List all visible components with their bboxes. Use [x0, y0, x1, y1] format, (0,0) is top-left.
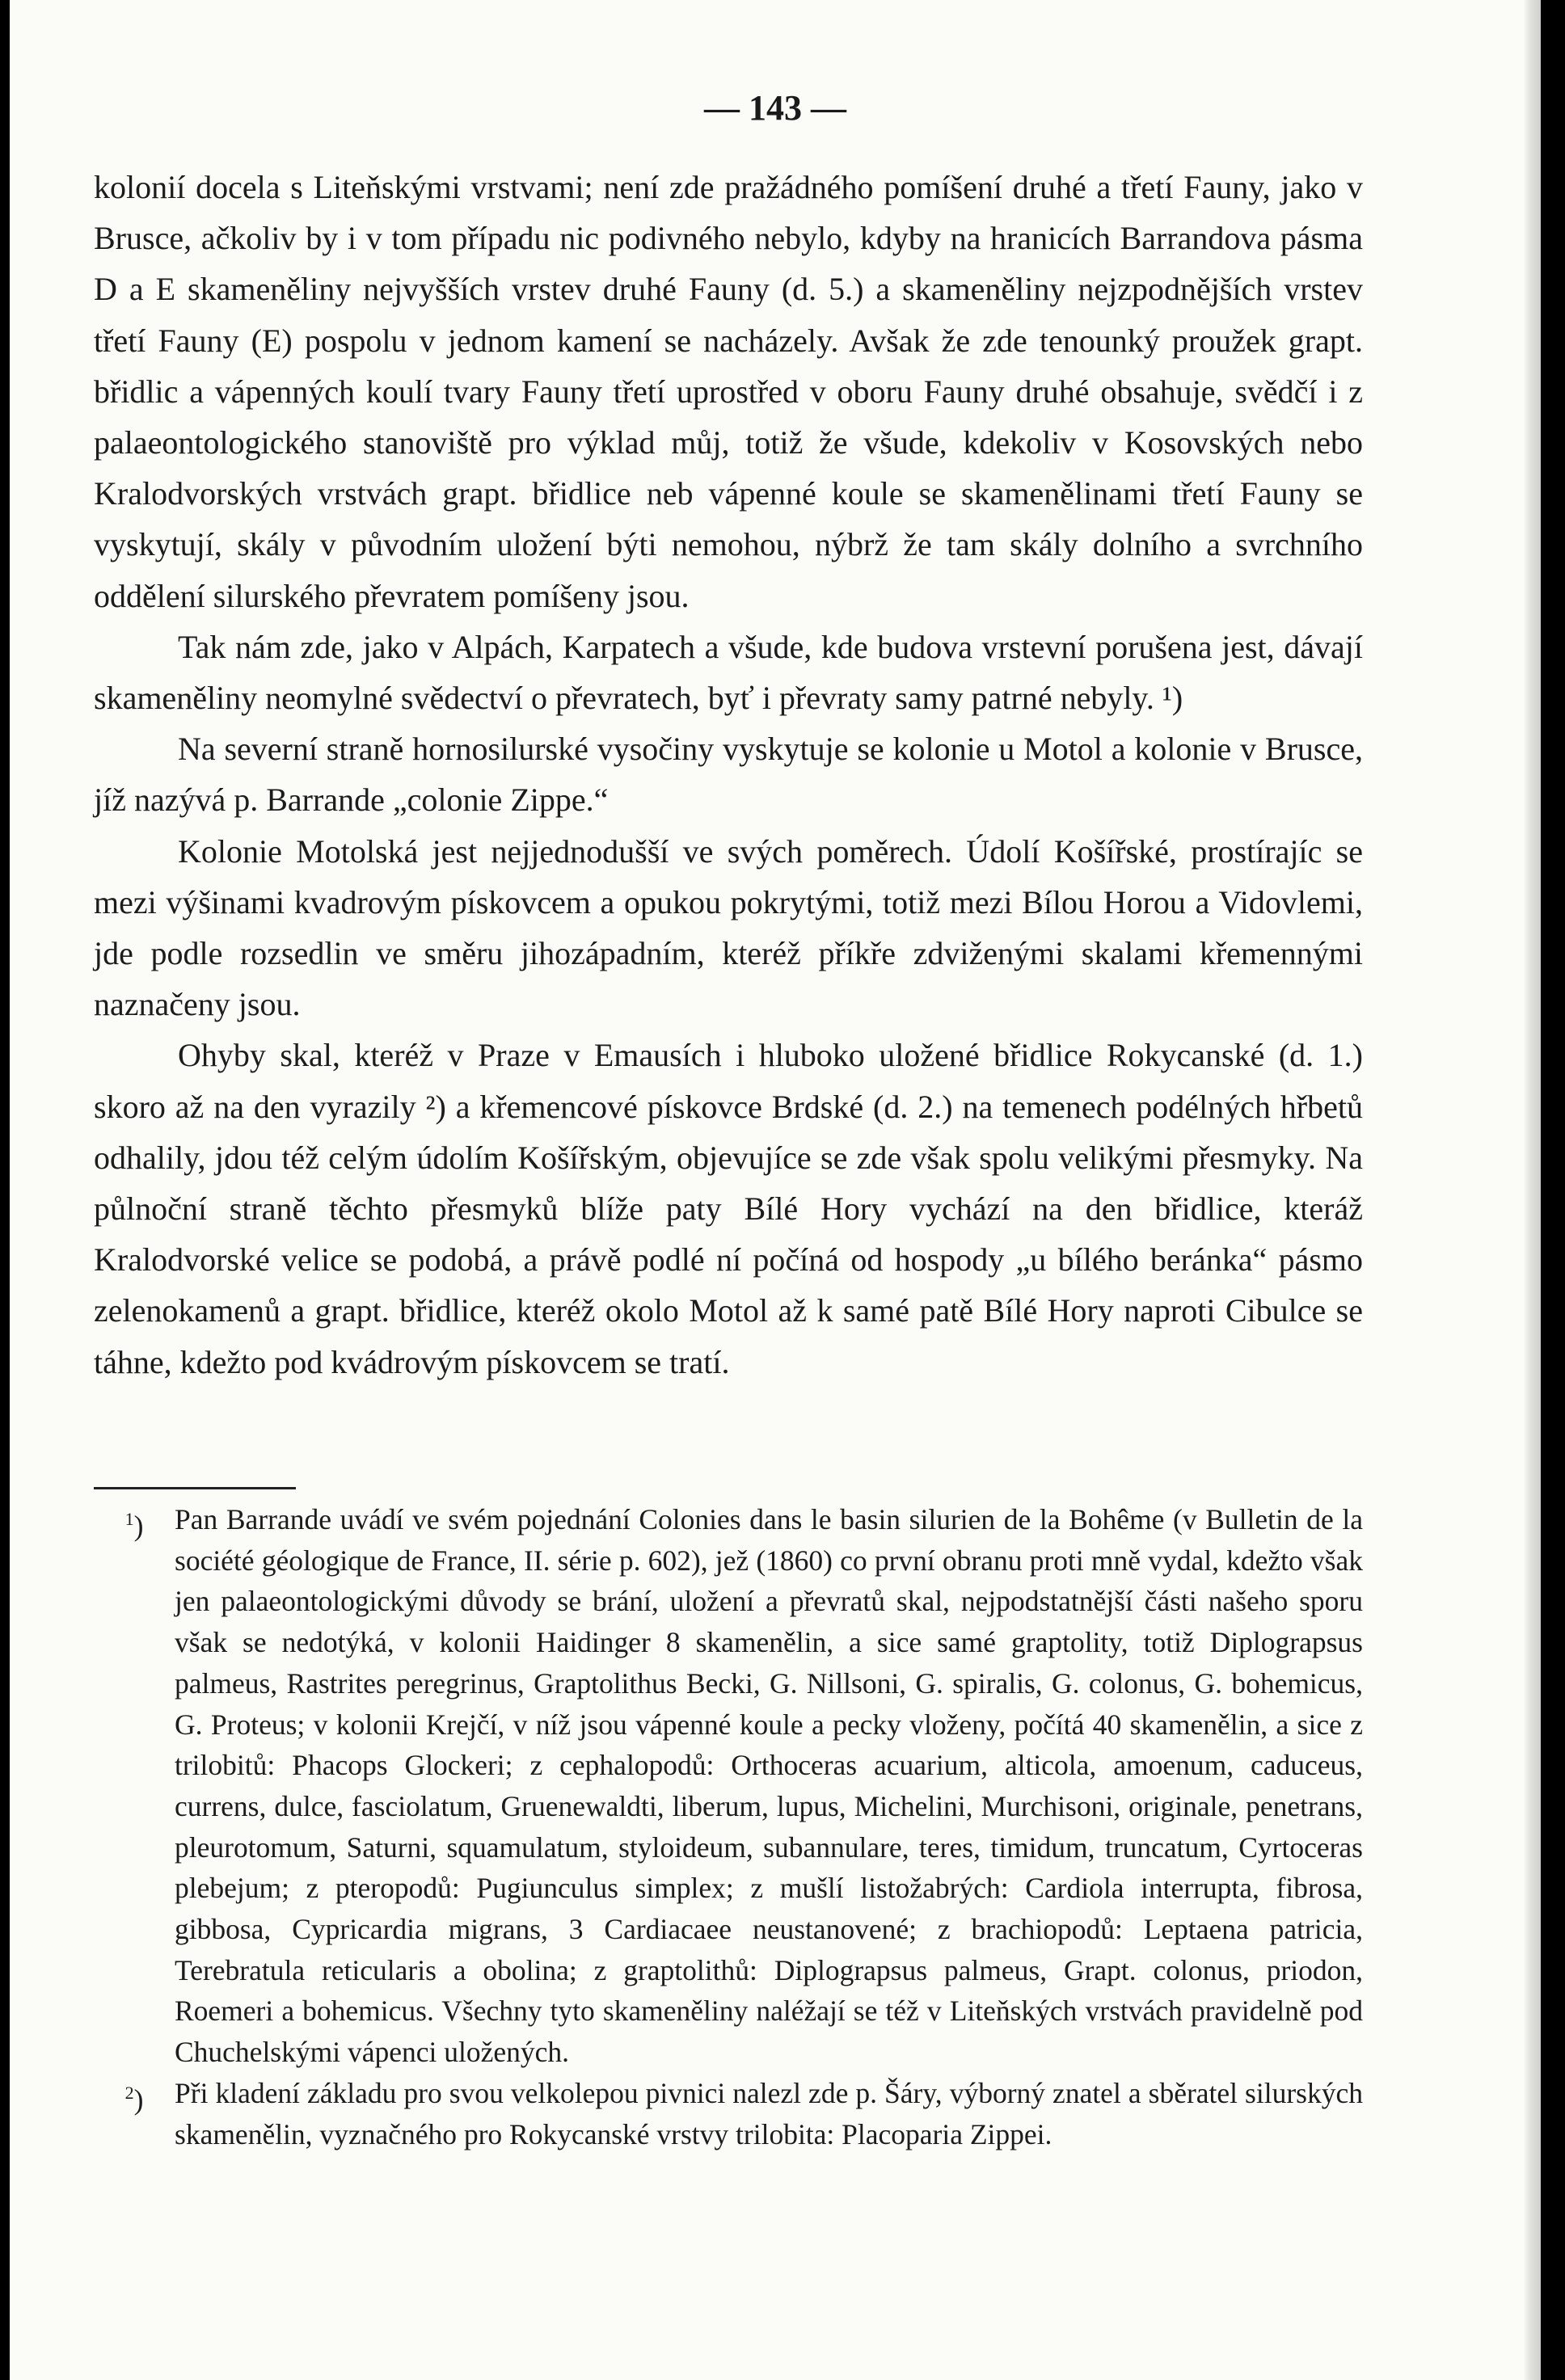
paragraph: Ohyby skal, kteréž v Praze v Emausích i hluboko uložené břidlice Rokycanské (d. 1.) skoro až na den vyrazily ²) a křemencové pískovce Brdské (d. 2.) na temenech podélných hřbetů odhalily, jdou též celým údolím Košířským, objevujíce se zde však spolu velikými přesmyky. Na půlnoční straně těchto přesmyků blíže paty Bílé Hory vychází na den břidlice, kteráž Kralodvorské velice se podobá, a právě podlé ní počíná od hospody „u bílého beránka“ pásmo zelenokamenů a grapt. břidlice, kteréž okolo Motol až k samé patě Bílé Hory naproti Cibulce se táhne, kdežto pod kvádrovým pískovcem se tratí. — [94, 1037, 1363, 1380]
footnote — [94, 2073, 1363, 2155]
footnote-divider — [94, 1487, 296, 1489]
paragraph: Na severní straně hornosilurské vysočiny vyskytuje se kolonie u Motol a kolonie v Brusce, jíž nazývá p. Barrande „colonie Zippe.“ — [94, 731, 1363, 819]
footnote-text: Pan Barrande uvádí ve svém pojednání Colonies dans le basin silurien de la Bohême (v Bulletin de la société géologique de France, II. série p. 602), jež (1860) co první obranu proti mně vydal, kdežto však jen palaeontologickými důvody se brání, uložení a převratů skal, nejpodstatnější části našeho sporu však se nedotýká, v kolonii Haidinger 8 skamenělin, a sice samé graptolity, totiž Diplograpsus palmeus, Rastrites peregrinus, Graptolithus Becki, G. Nillsoni, G. spiralis, G. colonus, G. bohemicus, G. Proteus; v kolonii Krejčí, v níž jsou vápenné koule a pecky vloženy, počítá 40 skamenělin, a sice z trilobitů: Phacops Glockeri; z cephalopodů: Orthoceras acuarium, alticola, amoenum, caduceus, currens, dulce, fasciolatum, Gruenewaldti, liberum, lupus, Michelini, Murchisoni, originale, penetrans, pleurotomum, Saturni, squamulatum, styloideum, subannulare, teres, timidum, truncatum, Cyrtoceras plebejum; z pteropodů: Pugiunculus simplex; z mušlí listožabrých: Cardiola interrupta, fibrosa, gibbosa, Cypricardia migrans, 3 Cardiacaee neustanovené; z brachiopodů: Leptaena patricia, Terebratula reticularis a obolina; z graptolithů: Diplograpsus palmeus, Grapt. colonus, priodon, Roemeri a bohemicus. Všechny tyto skameněliny naléžají se též v Liteňských vrstvách pravidelně pod Chuchelskými vápenci uložených. — [175, 1503, 1363, 2069]
footnote-text: Při kladení základu pro svou velkolepou pivnici nalezl zde p. Šáry, výborný znatel a sběratel silurských skamenělin, vyznačného pro Rokycanské vrstvy trilobita: Placoparia Zippei. — [175, 2076, 1363, 2150]
paragraph: Tak nám zde, jako v Alpách, Karpatech a všude, kde budova vrstevní porušena jest, dávají skameněliny neomylné svědectví o převratech, byť i převraty samy patrné nebyly. ¹) — [94, 628, 1363, 717]
body-text — [94, 162, 1363, 1388]
paragraph: Kolonie Motolská jest nejjednodušší ve svých poměrech. Údolí Košířské, prostírajíc se mezi výšinami kvadrovým pískovcem a opukou pokrytými, totiž mezi Bílou Horou a Vidovlemi, jde podle rozsedlin ve směru jihozápadním, kteréž příkře zdviženými skalami křemennými naznačeny jsou. — [94, 832, 1363, 1023]
footnotes — [94, 1487, 1363, 2155]
footnote — [94, 1499, 1363, 2073]
footnote-marker: $^2$) — [124, 2082, 144, 2116]
footnote-marker: $^1$) — [124, 1509, 144, 1542]
page-edge-shadow — [1523, 0, 1541, 2380]
page-number: — 143 — — [704, 88, 846, 128]
paragraph: kolonií docela s Liteňskými vrstvami; není zde pražádného pomíšení druhé a třetí Fauny, jako v Brusce, ačkoliv by i v tom případu nic podivného nebylo, kdyby na hranicích Barrandova pásma D a E skameněliny nejvyšších vrstev druhé Fauny (d. 5.) a skameněliny nejzpodnějších vrstev třetí Fauny (E) pospolu v jednom kamení se nacházely. Avšak že zde tenounký proužek grapt. břidlic a vápenných koulí tvary Fauny třetí uprostřed v oboru Fauny druhé obsahuje, svědčí i z palaeontologického stanoviště pro výklad můj, totiž že všude, kdekoliv v Kosovských nebo Kralodvorských vrstvách grapt. břidlice neb vápenné koule se skamenělinami třetí Fauny se vyskytují, skály v původním uložení býti nemohou, nýbrž že tam skály dolního a svrchního oddělení silurského převratem pomíšeny jsou. — [94, 169, 1363, 614]
book-page — [10, 0, 1541, 2380]
